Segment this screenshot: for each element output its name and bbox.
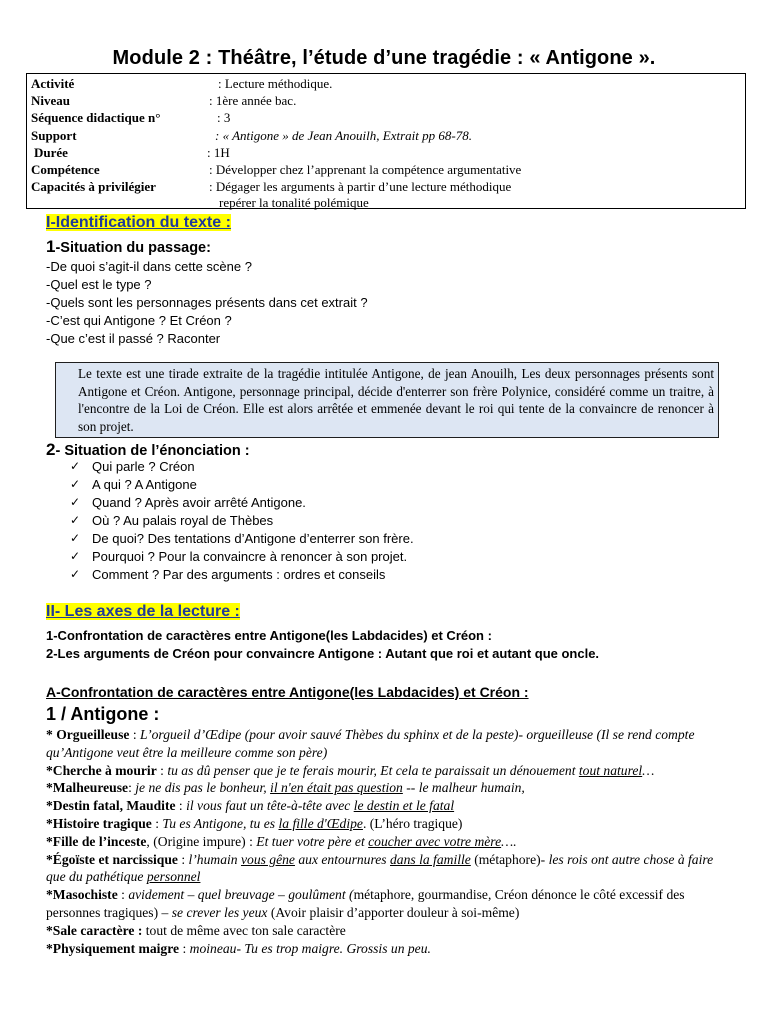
trait-separator: : — [151, 815, 163, 831]
trait-separator: : — [128, 780, 136, 796]
trait-text: tout de même avec ton sale caractère — [145, 922, 346, 938]
trait-text: -- le malheur humain, — [402, 780, 525, 796]
trait-text: aux entournures — [294, 851, 390, 867]
trait-separator: : — [117, 887, 129, 903]
trait-item — [46, 886, 724, 922]
trait-item — [46, 815, 724, 833]
trait-text: Et tuer votre père et — [256, 833, 369, 849]
check-mark-icon: ✓ — [70, 513, 81, 527]
trait-text: - les rois ont autre chose à faire que du pathétique — [46, 851, 714, 885]
trait-text: Tu es Antigone, tu es — [162, 815, 279, 831]
trait-separator: : — [179, 940, 190, 956]
trait-label: *Masochiste — [46, 887, 118, 903]
check-mark-icon: ✓ — [70, 495, 81, 509]
trait-separator: : — [175, 798, 187, 814]
info-label: Séquence didactique n° — [31, 110, 161, 125]
trait-item — [46, 726, 724, 762]
info-value: repérer la tonalité polémique — [219, 195, 369, 210]
page-title: Module 2 : Théâtre, l’étude d’une tragédie : « Antigone ». — [112, 47, 656, 69]
trait-separator: , — [146, 833, 154, 849]
trait-text: tout naturel — [578, 762, 643, 778]
trait-label: *Égoïste et narcissique — [46, 851, 178, 867]
trait-item — [46, 833, 724, 851]
axis-item: 2-Les arguments de Créon pour convaincre Antigone : Autant que roi et autant que oncle. — [46, 646, 600, 661]
trait-text: le destin et le fatal — [353, 798, 455, 814]
trait-item — [46, 779, 724, 797]
trait-text: L’orgueil d’Œdipe (pour avoir sauvé Thèbes du sphinx et de la peste)- orgueilleuse (Il se rend compte qu’Antigone veut être la meilleure comme son père) — [46, 727, 695, 760]
trait-item — [46, 851, 724, 887]
section-heading-identification: I-Identification du texte : — [46, 214, 231, 231]
trait-separator: : — [177, 851, 189, 867]
trait-text: dans la famille — [390, 851, 471, 867]
antigone-traits-list — [46, 726, 724, 957]
subheading-antigone: 1 / Antigone : — [46, 704, 160, 724]
trait-label: *Destin fatal, Maudite — [46, 798, 176, 814]
summary-box: Le texte est une tirade extraite de la tragédie intitulée Antigone, de jean Anouilh, Les deux personnages présents sont Antigone et Créon. Antigone, personnage principal, décide d'enterrer son frère Polynice, considéré comme un traitre, à l'encontre de la Loi de Créon. Elle est alors arrêtée et emmenée devant le roi qui tente de la convaincre de renoncer à son projet. — [55, 362, 719, 438]
trait-text: (Avoir plaisir d’apporter douleur à soi-même) — [267, 904, 520, 920]
trait-text: (métaphore) — [470, 851, 541, 867]
trait-label: *Histoire tragique — [46, 815, 152, 831]
trait-text: personnel — [146, 869, 201, 885]
trait-label: *Malheureuse — [46, 780, 129, 796]
trait-text: je ne dis pas le bonheur, — [135, 780, 271, 796]
trait-text: …. — [501, 833, 517, 849]
trait-item — [46, 940, 724, 958]
trait-label: *Fille de l’inceste — [46, 833, 147, 849]
question-item: -Quels sont les personnages présents dans cet extrait ? — [46, 295, 368, 310]
trait-text: avidement – quel breuvage – goulûment ( — [128, 887, 354, 903]
trait-separator: : — [129, 727, 141, 742]
trait-text: métaphore, gourmandise, Créon dénonce le côté excessif des personnes tragiques) – — [46, 887, 685, 920]
trait-label: * Orgueilleuse — [46, 727, 130, 742]
subheading-situation-enonciation: 2- Situation de l’énonciation : — [46, 440, 250, 459]
trait-text: la fille d'Œdipe — [278, 815, 363, 831]
trait-item — [46, 922, 724, 940]
question-list — [46, 258, 368, 348]
trait-text: il vous faut un tête-à-tête avec — [186, 798, 354, 814]
subheading-a-confrontation: A-Confrontation de caractères entre Antigone(les Labdacides) et Créon : — [46, 684, 529, 700]
trait-label: *Cherche à mourir — [46, 762, 157, 778]
info-value: : Lecture méthodique. — [218, 76, 333, 91]
info-value: : 1ère année bac. — [209, 93, 297, 108]
axis-item: 1-Confrontation de caractères entre Antigone(les Labdacides) et Créon : — [46, 628, 492, 643]
enonciation-checklist: ✓ Qui parle ? Créon ✓ A qui ? A Antigone ✓ Quand ? Après avoir arrêté Antigone. ✓ Où ? Au palais royal de Thèbes ✓ De quoi? Des tentations d’Antigone d’enterrer son frère. ✓ Pourquoi ? Pour la convaincre à renoncer à son projet. ✓ Comment ? Par des arguments : ordres et conseils — [70, 459, 414, 582]
check-mark-icon: ✓ — [70, 459, 81, 473]
trait-text: … — [642, 762, 655, 778]
info-value: : Développer chez l’apprenant la compétence argumentative — [209, 162, 522, 177]
info-label: Capacités à privilégier — [31, 179, 156, 194]
info-value: : « Antigone » de Jean Anouilh, Extrait pp 68-78. — [215, 128, 472, 143]
info-label: Compétence — [31, 162, 100, 177]
trait-text: . (L’héro tragique) — [362, 815, 463, 831]
info-label: Niveau — [31, 93, 70, 108]
trait-text: (Origine impure) : — [153, 833, 257, 849]
question-item: -Quel est le type ? — [46, 277, 152, 292]
subheading-situation-passage: 1-Situation du passage: — [46, 237, 211, 256]
trait-text: coucher avec votre mère — [368, 833, 502, 849]
info-label: Durée — [34, 145, 68, 160]
axes-list — [46, 627, 599, 663]
trait-label: *Physiquement maigre — [46, 940, 180, 956]
check-mark-icon: ✓ — [70, 549, 81, 563]
info-value: : 3 — [217, 110, 231, 125]
question-item: -De quoi s’agit-il dans cette scène ? — [46, 259, 252, 274]
trait-item — [46, 797, 724, 815]
section-heading-axes: II- Les axes de la lecture : — [46, 603, 240, 620]
trait-text: tu as dû penser que je te ferais mourir, Et cela te paraissait un dénouement — [167, 762, 579, 778]
trait-separator: : — [156, 762, 168, 778]
check-mark-icon: ✓ — [70, 477, 81, 491]
question-item: -Que c’est il passé ? Raconter — [46, 331, 221, 346]
trait-text: il n'en était pas question — [270, 780, 403, 796]
check-mark-icon: ✓ — [70, 567, 81, 581]
info-value: : 1H — [207, 145, 230, 160]
check-mark-icon: ✓ — [70, 531, 81, 545]
lesson-info-box — [26, 73, 746, 209]
trait-text: se crever les yeux — [171, 904, 268, 920]
info-label: Support — [31, 128, 77, 143]
trait-label: *Sale caractère : — [46, 922, 143, 938]
question-item: -C’est qui Antigone ? Et Créon ? — [46, 313, 232, 328]
trait-text: vous gêne — [240, 851, 295, 867]
trait-text: l’humain — [188, 851, 241, 867]
trait-text: moineau- Tu es trop maigre. Grossis un peu. — [189, 940, 431, 956]
info-label: Activité — [31, 76, 75, 91]
trait-item — [46, 762, 724, 780]
info-value: : Dégager les arguments à partir d’une lecture méthodique — [209, 179, 512, 194]
